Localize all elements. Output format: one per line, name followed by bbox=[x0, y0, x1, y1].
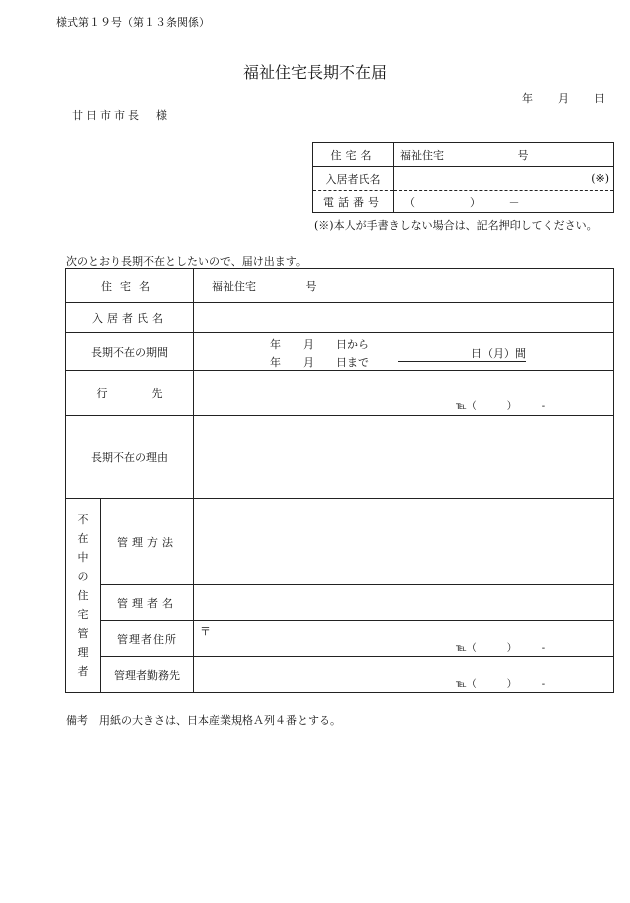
period-from: 年 月 日から bbox=[270, 337, 369, 351]
applicant-phone-label: 電話番号 bbox=[313, 191, 394, 213]
seal-note-mark: (※) bbox=[591, 172, 609, 185]
manager-group-label bbox=[66, 499, 101, 693]
manager-work-label: 管理者勤務先 bbox=[101, 657, 194, 693]
manager-group-char: 在 bbox=[77, 532, 89, 545]
manager-name-label: 管理者名 bbox=[101, 585, 194, 621]
manager-name-field[interactable] bbox=[194, 585, 614, 621]
method-label: 管理方法 bbox=[101, 499, 194, 585]
manager-address-label: 管理者住所 bbox=[101, 621, 194, 657]
intro-text: 次のとおり長期不在としたいので、届け出ます。 bbox=[66, 255, 307, 268]
remark: 備考 用紙の大きさは、日本産業規格Ａ列４番とする。 bbox=[66, 714, 341, 727]
addressee: 廿日市市長 様 bbox=[72, 109, 170, 122]
seal-note: (※)本人が手書きしない場合は、記名押印してください。 bbox=[314, 219, 598, 232]
applicant-name-field[interactable] bbox=[394, 167, 614, 191]
applicant-box bbox=[312, 142, 614, 213]
housing-label: 住宅名 bbox=[66, 269, 194, 303]
date-year: 年 bbox=[522, 92, 533, 105]
destination-tel: ℡（ ） - bbox=[456, 400, 546, 412]
applicant-phone-field[interactable] bbox=[394, 191, 614, 213]
applicant-housing-field[interactable] bbox=[394, 143, 614, 167]
date-month: 月 bbox=[558, 92, 569, 105]
form-id: 様式第１９号（第１３条関係） bbox=[56, 16, 210, 29]
destination-label: 行 先 bbox=[66, 371, 194, 416]
destination-field[interactable] bbox=[194, 371, 614, 416]
housing-field[interactable] bbox=[194, 269, 614, 303]
page-title: 福祉住宅長期不在届 bbox=[242, 63, 387, 82]
manager-group-char: 管 bbox=[77, 627, 89, 640]
manager-group-char: 不 bbox=[77, 513, 89, 526]
period-to: 年 月 日まで bbox=[270, 355, 369, 369]
applicant-housing-label: 住宅名 bbox=[313, 143, 394, 167]
period-label: 長期不在の期間 bbox=[66, 333, 194, 371]
housing-prefix: 福祉住宅 bbox=[212, 279, 256, 293]
date-day: 日 bbox=[594, 92, 605, 105]
applicant-housing-prefix: 福祉住宅 bbox=[400, 148, 444, 162]
postal-mark: 〒 bbox=[200, 624, 211, 638]
manager-group-char: 者 bbox=[77, 665, 89, 678]
manager-work-field[interactable] bbox=[194, 657, 614, 693]
resident-field[interactable] bbox=[194, 303, 614, 333]
manager-work-tel: ℡（ ） - bbox=[456, 678, 546, 690]
manager-address-tel: ℡（ ） - bbox=[456, 642, 546, 654]
applicant-name-label: 入居者氏名 bbox=[313, 167, 394, 191]
manager-group-char: 宅 bbox=[77, 608, 89, 621]
method-field[interactable] bbox=[194, 499, 614, 585]
main-table bbox=[65, 268, 614, 693]
housing-suffix: 号 bbox=[305, 279, 317, 293]
manager-group-char: 中 bbox=[77, 551, 89, 564]
reason-label: 長期不在の理由 bbox=[66, 416, 194, 499]
applicant-housing-suffix: 号 bbox=[517, 148, 529, 162]
manager-group-char: 理 bbox=[77, 646, 89, 659]
reason-field[interactable] bbox=[194, 416, 614, 499]
manager-address-field[interactable] bbox=[194, 621, 614, 657]
manager-group-char: の bbox=[77, 570, 89, 583]
period-total: 日（月）間 bbox=[398, 345, 526, 362]
manager-group-char: 住 bbox=[77, 589, 89, 602]
resident-label: 入居者氏名 bbox=[66, 303, 194, 333]
applicant-phone-format: （ ） － bbox=[404, 195, 520, 209]
period-field[interactable] bbox=[194, 333, 614, 371]
